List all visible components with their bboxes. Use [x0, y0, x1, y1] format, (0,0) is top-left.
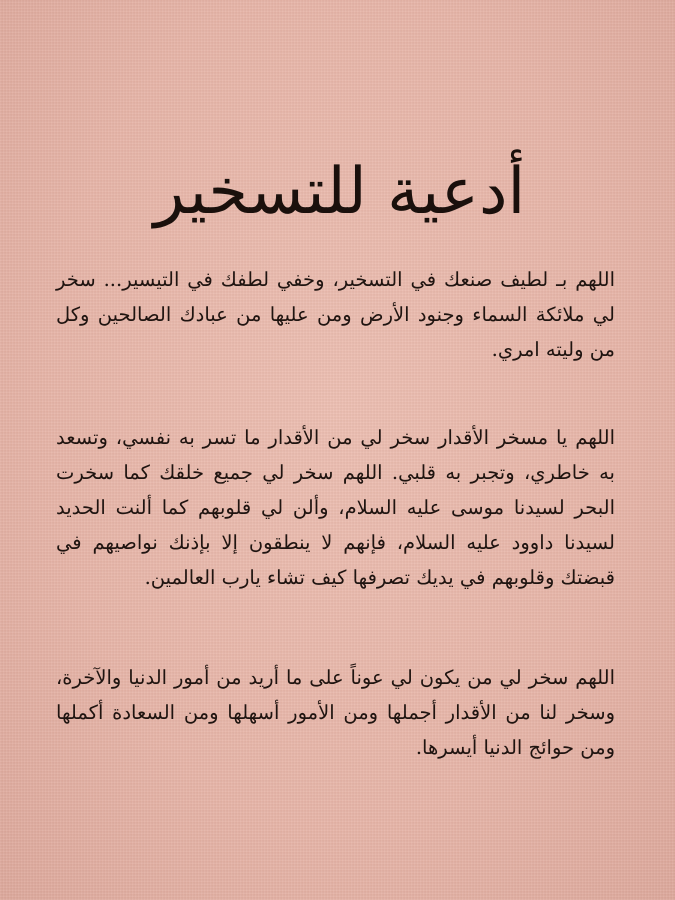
- page-title: أدعية للتسخير: [153, 155, 526, 229]
- prayer-paragraph-3: اللهم سخر لي من يكون لي عوناً على ما أريد من أمور الدنيا والآخرة، وسخر لنا من الأقدار أجملها ومن الأمور أسهلها ومن السعادة أكملها ومن حوائج الدنيا أيسرها.: [56, 666, 615, 759]
- prayer-paragraph-2: اللهم يا مسخر الأقدار سخر لي من الأقدار ما تسر به نفسي، وتسعد به خاطري، وتجبر به قلبي. اللهم سخر لي جميع خلقك كما سخرت البحر لسيدنا موسى عليه السلام، وألن لي قلوبهم كما ألنت الحديد لسيدنا داوود عليه السلام، فإنهم لا ينطقون إلا بإذنك نواصيهم في قبضتك وقلوبهم في يديك تصرفها كيف تشاء يارب العالمين.: [56, 426, 615, 589]
- prayer-paragraph-1: اللهم بـ لطيف صنعك في التسخير، وخفي لطفك في التيسير... سخر لي ملائكة السماء وجنود الأرض ومن عليها من عبادك الصالحين وكل من وليته امري.: [56, 268, 615, 361]
